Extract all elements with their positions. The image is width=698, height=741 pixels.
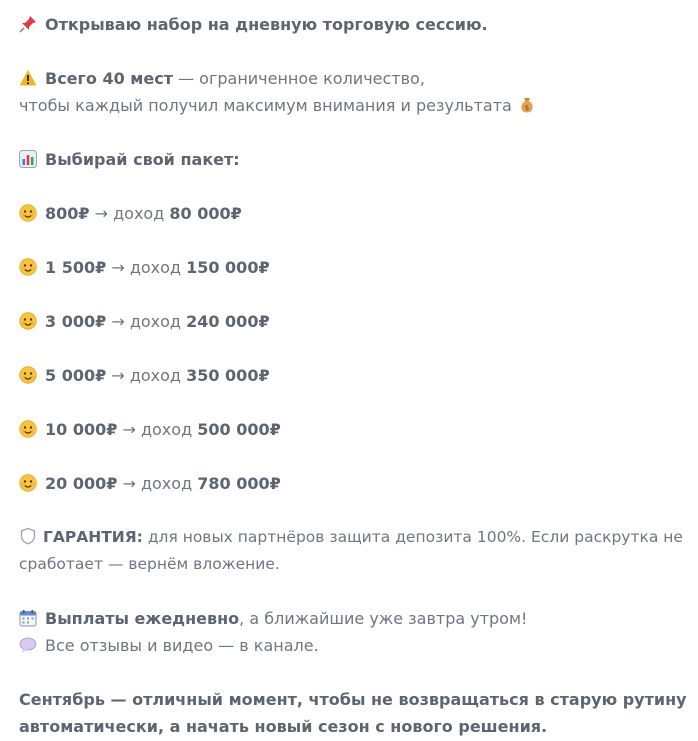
intro-line (19, 11, 690, 38)
smiley-face-icon (19, 312, 37, 330)
package-price: 5 000₽ (45, 366, 107, 385)
money-bag-icon (518, 96, 536, 114)
packages-title-line (19, 146, 690, 173)
smiley-face-icon (19, 204, 37, 222)
seats-line (19, 65, 690, 92)
seats-text: — ограниченное количество, (172, 69, 425, 88)
speech-bubble-icon (19, 636, 37, 654)
calendar-icon (19, 609, 37, 627)
package-arrow: → доход (89, 204, 170, 223)
package-item (19, 200, 690, 227)
package-price: 1 500₽ (45, 258, 107, 277)
smiley-face-icon (19, 474, 37, 492)
payouts-line (19, 605, 690, 632)
svg-text:$: $ (524, 104, 530, 112)
package-item (19, 416, 690, 443)
packages-title: Выбирай свой пакет: (45, 150, 240, 169)
reviews-text: Все отзывы и видео — в канале. (45, 636, 319, 655)
package-price: 10 000₽ (45, 420, 118, 439)
guarantee-text: для новых партнёров защита депозита 100%. Если раскрутка не сработает — вернём вложение. (19, 528, 683, 573)
package-item (19, 470, 690, 497)
shield-icon (19, 527, 37, 545)
guarantee-label: ГАРАНТИЯ: (43, 528, 143, 546)
package-price: 3 000₽ (45, 312, 107, 331)
closing-text-2: автоматически, а начать новый сезон с нового решения. (19, 717, 548, 736)
seats-text-2: чтобы каждый получил максимум внимания и результата (19, 96, 512, 115)
package-arrow: → доход (106, 366, 187, 385)
smiley-face-icon (19, 420, 37, 438)
package-item (19, 362, 690, 389)
package-income: 500 000₽ (197, 420, 281, 439)
seats-line-2 (19, 92, 690, 119)
package-arrow: → доход (117, 474, 198, 493)
package-arrow: → доход (106, 312, 187, 331)
package-income: 780 000₽ (197, 474, 281, 493)
reviews-line (19, 632, 690, 659)
seats-count: Всего 40 мест (45, 69, 173, 88)
bar-chart-icon (19, 150, 37, 168)
package-item (19, 308, 690, 335)
closing-line-2 (19, 713, 690, 740)
payouts-text: , а ближайшие уже завтра утром! (239, 609, 528, 628)
package-price: 800₽ (45, 204, 90, 223)
package-income: 80 000₽ (169, 204, 242, 223)
pushpin-icon (19, 15, 37, 33)
package-income: 350 000₽ (186, 366, 270, 385)
payouts-bold: Выплаты ежедневно (45, 609, 240, 628)
smiley-face-icon (19, 366, 37, 384)
closing-text-1: Сентябрь — отличный момент, чтобы не возвращаться в старую рутину (19, 690, 687, 709)
guarantee-paragraph (19, 524, 688, 578)
warning-icon (19, 69, 37, 87)
closing-line-1 (19, 686, 690, 713)
package-item (19, 254, 690, 281)
package-arrow: → доход (117, 420, 198, 439)
package-arrow: → доход (106, 258, 187, 277)
package-income: 240 000₽ (186, 312, 270, 331)
package-price: 20 000₽ (45, 474, 118, 493)
smiley-face-icon (19, 258, 37, 276)
intro-headline: Открываю набор на дневную торговую сессию. (45, 15, 488, 34)
package-income: 150 000₽ (186, 258, 270, 277)
